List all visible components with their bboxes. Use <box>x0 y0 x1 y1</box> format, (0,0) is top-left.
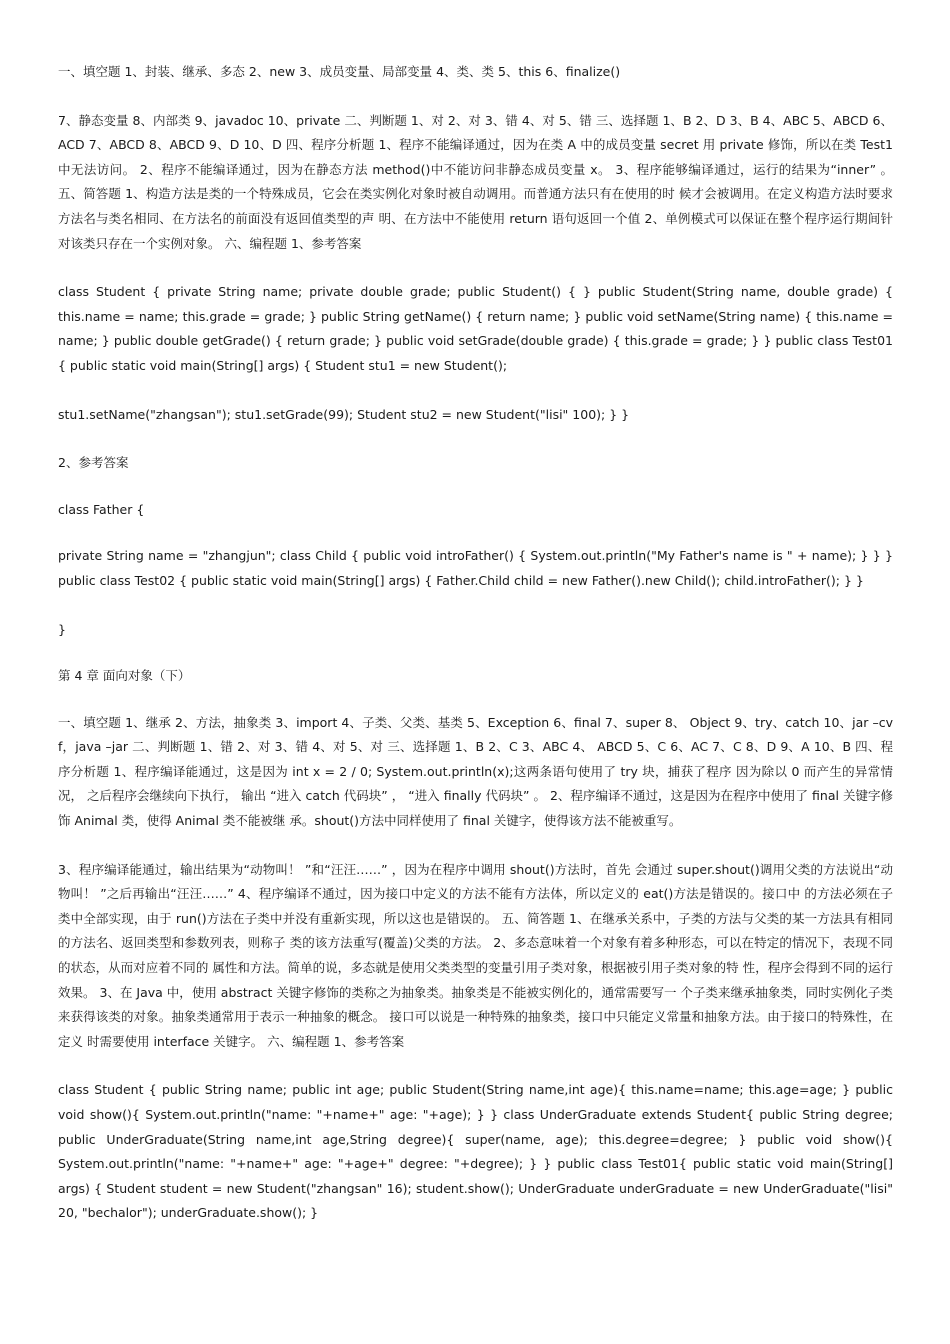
code-paragraph-1: class Student { private String name; private double grade; public Student() { } public Student(String name, double grade) { this.name = name; this.grade = grade; } public String getName() { return name; } public void setName(String name) { this.name = name; } public double getGrade() { return grade; } public void setGrade(double grade) { this.grade = grade; } } public class Test01 { public static void main(String[] args) { Student stu1 = new Student(); <box>58 284 893 373</box>
answer-paragraph-1: 一、填空题 1、封装、继承、多态 2、new 3、成员变量、局部变量 4、类、类 5、this 6、finalize() <box>58 64 621 79</box>
code-paragraph-3: private String name = "zhangjun"; class Child { public void introFather() { System.out.println("My Father's name is " + name); } } } public class Test02 { public static void main(String[] args) { Father.Child child = new Father().new Child(); child.introFather(); } } <box>58 548 893 588</box>
answer-paragraph-4: 3、程序编译能通过，输出结果为“动物叫！ ”和“汪汪……” ，因为在程序中调用 shout()方法时，首先 会通过 super.shout()调用父类的方法说出“动物叫！ ”之后再输出“汪汪……” 4、程序编译不通过，因为接口中定义的方法不能有方法体，所以定义的 eat()方法是错误的。接口中 的方法必须在子类中全部实现，由于 run()方法在子类中并没有重新实现，所以这也是错误的。 五、简答题 1、在继承关系中，子类的方法与父类的某一方法具有相同的方法名、返回类型和参数列表，则称子 类的该方法重写(覆盖)父类的方法。 2、多态意味着一个对象有着多种形态，可以在特定的情况下，表现不同的状态，从而对应着不同的 属性和方法。简单的说，多态就是使用父类类型的变量引用子类对象，根据被引用子类对象的特 性，程序会得到不同的运行效果。 3、在 Java 中，使用 abstract 关键字修饰的类称之为抽象类。抽象类是不能被实例化的，通常需要写一 个子类来继承抽象类，同时实例化子类来获得该类的对象。抽象类通常用于表示一种抽象的概念。 接口可以说是一种特殊的抽象类，接口中只能定义常量和抽象方法。由于接口的特殊性，在定义 时需要使用 interface 关键字。 六、编程题 1、参考答案 <box>58 861 893 1049</box>
code-paragraph-2: stu1.setName("zhangsan"); stu1.setGrade(99); Student stu2 = new Student("lisi" 100); } } <box>58 406 630 422</box>
answer-paragraph-3: 一、填空题 1、继承 2、方法，抽象类 3、import 4、子类、父类、基类 5、Exception 6、final 7、super 8、 Object 9、try、catch 10、jar –cvf，java –jar 二、判断题 1、错 2、对 3、错 4、对 5、对 三、选择题 1、B 2、C 3、ABC 4、 ABCD 5、C 6、AC 7、C 8、D 9、A 10、B 四、程序分析题 1、程序编译能通过，这是因为 int x = 2 / 0; System.out.println(x);这两条语句使用了 try 块，捕获了程序 因为除以 0 而产生的异常情况， 之后程序会继续向下执行， 输出 “进入 catch 代码块” ， “进入 finally 代码块” 。 2、程序编译不通过，这是因为在程序中使用了 final 关键字修饰 Animal 类，使得 Animal 类不能被继 承。shout()方法中同样使用了 final 关键字，使得该方法不能被重写。 <box>58 714 893 829</box>
reference-answer-heading: 2、参考答案 <box>58 455 129 471</box>
code-closing-brace: } <box>58 621 66 637</box>
code-line-class-father: class Father { <box>58 501 145 517</box>
answer-paragraph-2: 7、静态变量 8、内部类 9、javadoc 10、private 二、判断题 1、对 2、对 3、错 4、对 5、错 三、选择题 1、B 2、D 3、B 4、ABC 5、ABCD 6、ACD 7、ABCD 8、ABCD 9、D 10、D 四、程序分析题 1、程序不能编译通过，因为在类 A 中的成员变量 secret 用 private 修饰，所以在类 Test1 中无法访问。 2、程序不能编译通过，因为在静态方法 method()中不能访问非静态成员变量 x。 3、程序能够编译通过，运行的结果为“inner” 。 五、简答题 1、构造方法是类的一个特殊成员，它会在类实例化对象时被自动调用。而普通方法只有在使用的时 候才会被调用。在定义构造方法时要求方法名与类名相同、在方法名的前面没有返回值类型的声 明、在方法中不能使用 return 语句返回一个值 2、单例模式可以保证在整个程序运行期间针对该类只存在一个实例对象。 六、编程题 1、参考答案 <box>58 112 893 251</box>
code-paragraph-4: class Student { public String name; public int age; public Student(String name,int age){ this.name=name; this.age=age; } public void show(){ System.out.println("name: "+name+" age: "+age); } } class UnderGraduate extends Student{ public String degree; public UnderGraduate(String name,int age,String degree){ super(name, age); this.degree=degree; } public void show(){ System.out.println("name: "+name+" age: "+age+" degree: "+degree); } } public class Test01{ public static void main(String[] args) { Student student = new Student("zhangsan" 16); student.show(); UnderGraduate underGraduate = new UnderGraduate("lisi" 20, "bechalor"); underGraduate.show(); } <box>58 1082 893 1221</box>
document-page <box>58 60 893 1250</box>
chapter-heading: 第 4 章 面向对象（下） <box>58 668 191 684</box>
